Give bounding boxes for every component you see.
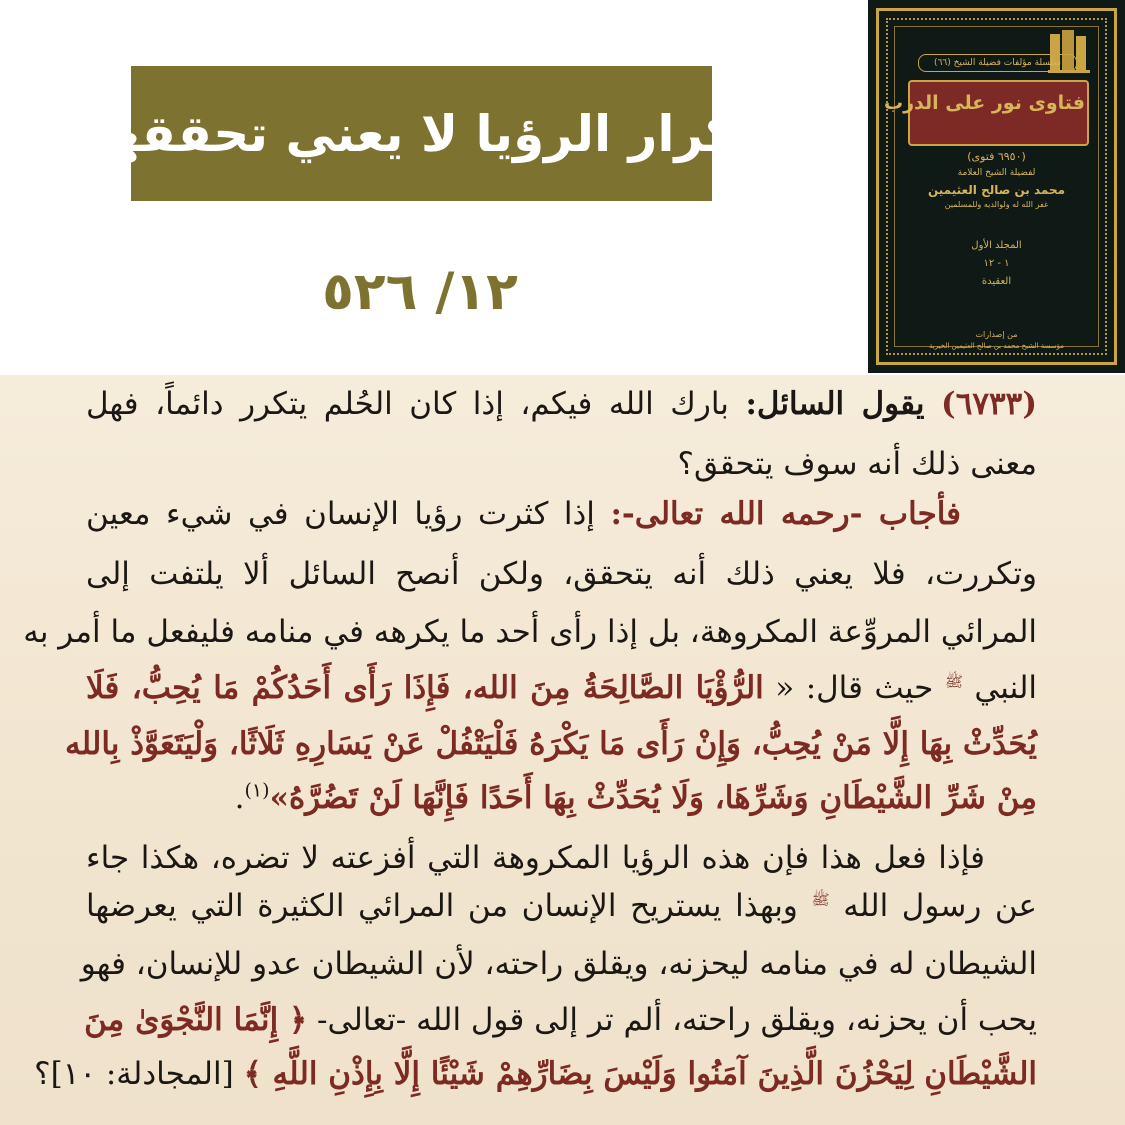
verse-reference: [المجادلة: ١٠]؟ — [34, 1056, 234, 1092]
hadith-text-3: مِنْ شَرِّ الشَّيْطَانِ وَشَرِّهَا، وَلَا يُحَدِّثْ بِهَا أَحَدًا فَإِنَّهَا لَنْ تَضُرَّهُ — [288, 780, 1037, 816]
answer-text-3: المرائي المروِّعة المكروهة، بل إذا رأى أحد ما يكرهه في منامه فليفعل ما أمر به — [23, 614, 1037, 650]
title-banner — [89, 66, 754, 201]
answer-text-5: فإذا فعل هذا فإن هذه الرؤيا المكروهة التي أفزعته لا تضره، هكذا جاء — [86, 840, 985, 876]
hadith-close-quote: » — [269, 780, 289, 816]
question-text-2: معنى ذلك أنه سوف يتحقق؟ — [677, 446, 1037, 482]
hadith-text-1: الرُّؤْيَا الصَّالِحَةُ مِنَ الله، فَإِذَا رَأَى أَحَدُكُمْ مَا يُحِبُّ، فَلَا — [86, 670, 764, 706]
answer-line-8 — [86, 994, 1037, 1046]
answer-text-6: وبهذا يستريح الإنسان من المرائي الكثيرة التي يعرضها — [86, 888, 798, 924]
answer-line-4 — [86, 662, 1037, 714]
book-cover — [868, 0, 1125, 373]
question-line-1 — [86, 378, 1037, 430]
answer-text-1: إذا كثرت رؤيا الإنسان في شيء معين — [86, 496, 595, 532]
cover-publisher-label: من إصدارات — [975, 330, 1018, 339]
answer-line-5 — [86, 832, 985, 884]
cover-series-label: سلسلة مؤلفات فضيلة الشيخ (٦٦) — [918, 54, 1077, 72]
answer-label: فأجاب -رحمه الله تعالى-: — [610, 496, 961, 532]
answer-text-8: يحب أن يحزنه، ويقلق راحته، ألم تر إلى قول الله -تعالى- — [317, 1002, 1037, 1038]
quran-verse-1: ﴿ إِنَّمَا النَّجْوَىٰ مِنَ — [84, 1002, 308, 1038]
answer-text-4-mid: حيث قال: « — [775, 670, 934, 706]
answer-line-2 — [86, 548, 1037, 600]
honorific-sign: ﷺ — [944, 672, 963, 691]
cover-range: ١ - ١٢ — [983, 258, 1010, 269]
cover-author-note: غفر الله له ولوالديه وللمسلمين — [944, 200, 1049, 209]
answer-text-2: وتكررت، فلا يعني ذلك أنه يتحقق، ولكن أنصح السائل ألا يلتفت إلى — [86, 556, 1037, 592]
cover-title: فتاوى نور على الدرب — [884, 92, 1085, 114]
cover-fatwa-count: (٦٩٥٠ فتوى) — [967, 150, 1026, 163]
answer-line-3 — [23, 606, 1037, 658]
honorific-sign-2: ﷺ — [811, 890, 830, 909]
hadith-text-2: يُحَدِّثْ بِهَا إِلَّا مَنْ يُحِبُّ، وَإِنْ رَأَى مَا يَكْرَهُ فَلْيَتْفُلْ عَنْ يَسَارِهِ ثَلَاثًا، وَلْيَتَعَوَّذْ بِالله — [65, 726, 1037, 762]
answer-line-1 — [86, 488, 961, 540]
title-text: تكرار الرؤيا لا يعني تحققها — [89, 104, 754, 163]
sentence-end: . — [234, 780, 245, 816]
cover-author-prefix: لفضيلة الشيخ العلامة — [957, 168, 1036, 178]
answer-line-7 — [80, 938, 1037, 990]
answer-line-6 — [86, 880, 1037, 932]
answer-text-4-pre: النبي — [974, 670, 1038, 706]
fatwa-number: (٦٧٣٣) — [941, 386, 1037, 422]
answer-text-7: الشيطان له في منامه ليحزنه، ويقلق راحته، لأن الشيطان عدو للإنسان، فهو — [80, 946, 1037, 982]
quran-verse-2: الشَّيْطَانِ لِيَحْزُنَ الَّذِينَ آمَنُوا وَلَيْسَ بِضَارِّهِمْ شَيْئًا إِلَّا بِإِذْنِ اللَّهِ ﴾ — [243, 1056, 1037, 1092]
reference-number: ١٢/ ٥٢٦ — [322, 262, 518, 322]
question-line-2 — [440, 438, 1037, 490]
footnote-marker: (١) — [244, 779, 270, 802]
cover-subject: العقيدة — [981, 276, 1012, 287]
quran-line-2 — [34, 1048, 1037, 1100]
question-label: يقول السائل: — [745, 386, 925, 422]
cover-author-name: محمد بن صالح العثيمين — [927, 183, 1066, 197]
hadith-line-3 — [86, 772, 1037, 824]
question-text-1: بارك الله فيكم، إذا كان الحُلم يتكرر دائماً، فهل — [86, 386, 729, 422]
hadith-line-2 — [65, 718, 1037, 770]
cover-volume: المجلد الأول — [971, 240, 1022, 251]
cover-publisher-name: مؤسسة الشيخ محمد بن صالح العثيمين الخيرية — [929, 342, 1064, 350]
answer-text-6-pre: عن رسول الله — [843, 888, 1038, 924]
